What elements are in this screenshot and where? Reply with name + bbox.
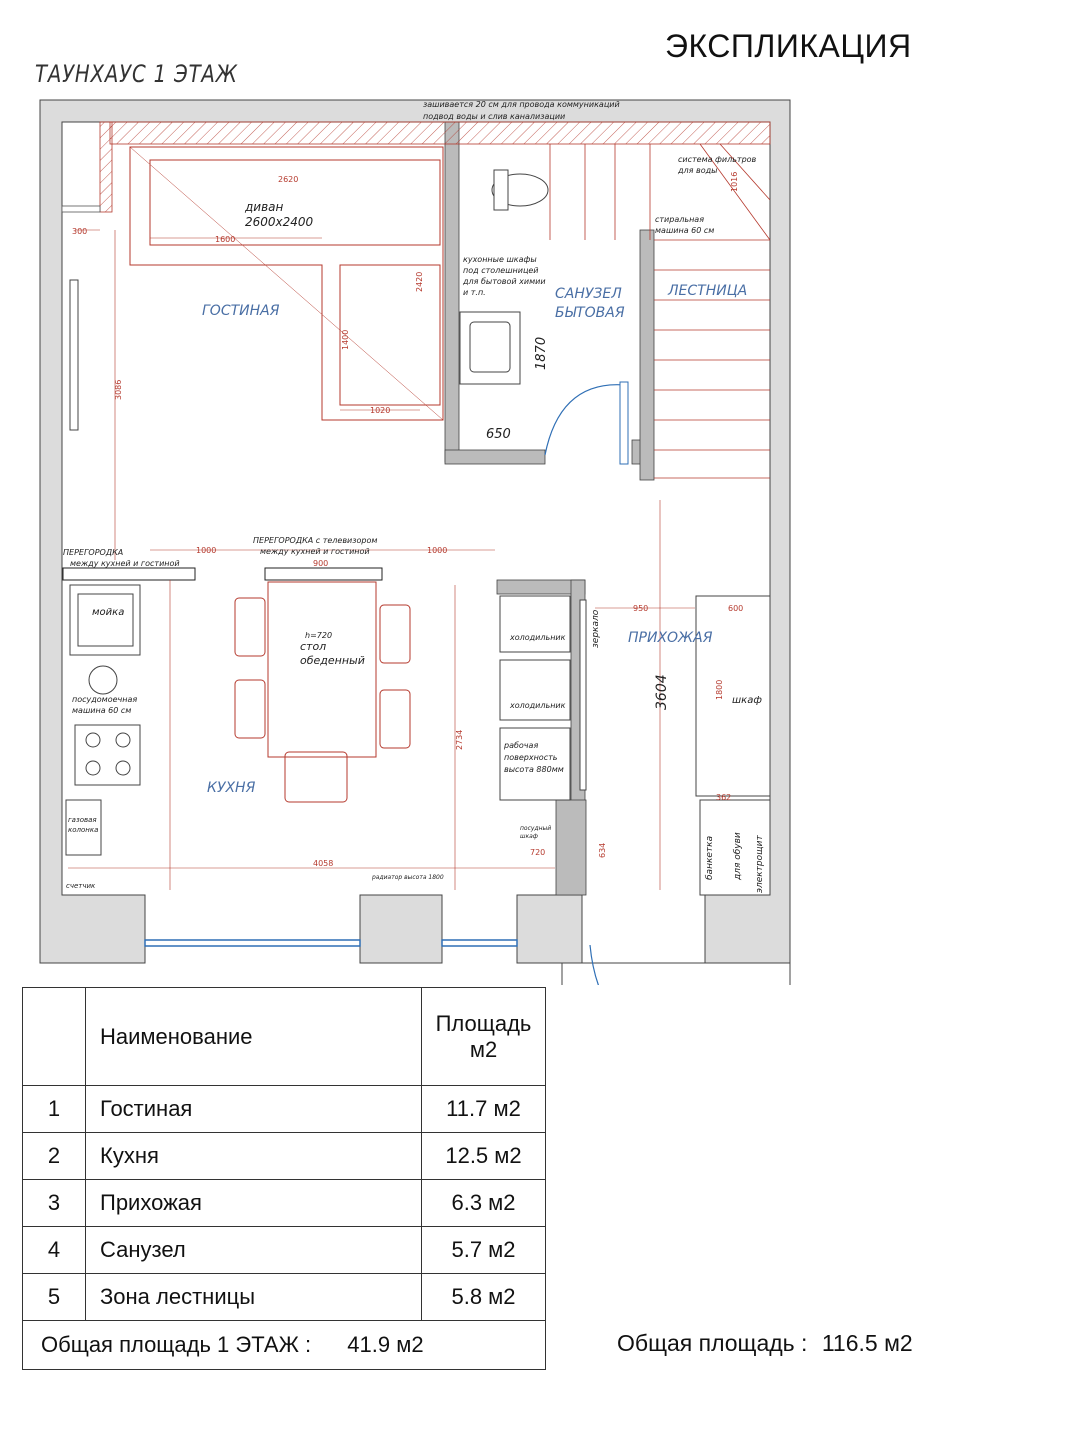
dim-1870: 1870 <box>534 336 549 370</box>
dim-900: 900 <box>313 559 329 568</box>
note-fridge-1: холодильник <box>510 633 566 642</box>
row-name: Кухня <box>86 1133 422 1180</box>
note-cabinets-2: под столешницей <box>463 266 539 275</box>
bathroom-door <box>545 385 625 455</box>
dim-2620: 2620 <box>278 175 299 184</box>
row-num: 4 <box>23 1227 86 1274</box>
note-partition2-2: между кухней и гостиной <box>260 547 370 556</box>
header-name-cell <box>86 988 422 1086</box>
row-name: Санузел <box>86 1227 422 1274</box>
dim-1016: 1016 <box>730 171 739 192</box>
room-bathroom-label-2: БЫТОВАЯ <box>555 305 625 321</box>
note-mirror: зеркало <box>591 609 601 648</box>
note-top-1: зашивается 20 см для провода коммуникаций <box>423 100 620 109</box>
note-table-h: h=720 <box>305 631 333 640</box>
row-area: 5.7 м2 <box>422 1227 546 1274</box>
bathroom-door-leaf <box>620 382 628 464</box>
note-cabinets-4: и т.п. <box>463 288 486 297</box>
header-name: Наименование <box>100 1023 253 1049</box>
dim-3086: 3086 <box>114 379 123 400</box>
row-area: 12.5 м2 <box>422 1133 546 1180</box>
dim-650: 650 <box>486 427 511 442</box>
note-filters-2: для воды <box>678 166 718 175</box>
header-area-1: Площадь <box>435 1010 532 1036</box>
table-row <box>23 1227 546 1274</box>
note-partition2-1: ПЕРЕГОРОДКА с телевизором <box>253 536 378 545</box>
sofa <box>130 147 443 420</box>
dim-362: 362 <box>716 793 732 802</box>
table-total-row <box>23 1321 546 1370</box>
overall-area-label: Общая площадь : <box>617 1330 808 1356</box>
note-cabinets-1: кухонные шкафы <box>463 255 537 264</box>
room-hallway-label: ПРИХОЖАЯ <box>628 630 713 646</box>
row-name: Прихожая <box>86 1180 422 1227</box>
room-bathroom-label-1: САНУЗЕЛ <box>555 286 622 302</box>
dim-300: 300 <box>72 227 88 236</box>
room-living-label: ГОСТИНАЯ <box>202 303 280 319</box>
note-dishwasher-1: посудомоечная <box>72 695 138 704</box>
note-work-2: поверхность <box>504 753 558 762</box>
total-cell <box>23 1321 546 1370</box>
note-partition1-1: ПЕРЕГОРОДКА <box>63 548 124 557</box>
partitions <box>63 568 382 580</box>
note-washer-1: стиральная <box>655 215 705 224</box>
dining-set <box>235 582 410 802</box>
table-row <box>23 1086 546 1133</box>
dim-1800: 1800 <box>715 679 724 700</box>
dim-1020: 1020 <box>370 406 391 415</box>
dim-720: 720 <box>530 848 546 857</box>
row-num: 1 <box>23 1086 86 1133</box>
row-area: 5.8 м2 <box>422 1274 546 1321</box>
dim-4058: 4058 <box>313 859 334 868</box>
header-num-cell <box>23 988 86 1086</box>
row-num: 2 <box>23 1133 86 1180</box>
dim-3604: 3604 <box>654 674 670 710</box>
table-row <box>23 1274 546 1321</box>
table-row <box>23 1180 546 1227</box>
note-table-1: стол <box>300 640 327 653</box>
note-dishwasher-2: машина 60 см <box>72 706 132 715</box>
header-area-cell <box>422 988 546 1086</box>
note-gas-2: колонка <box>68 826 99 834</box>
note-work-3: высота 880мм <box>504 765 564 774</box>
row-name: Зона лестницы <box>86 1274 422 1321</box>
row-num: 3 <box>23 1180 86 1227</box>
note-radiator: радиатор высота 1800 <box>372 874 444 881</box>
note-top-2: подвод воды и слив канализации <box>423 112 566 121</box>
note-sink: мойка <box>92 607 125 618</box>
total-label: Общая площадь 1 ЭТАЖ : <box>41 1332 312 1357</box>
dim-634: 634 <box>598 842 607 858</box>
note-bench: банкетка <box>705 835 715 880</box>
note-dish-cab-1: посудный <box>520 825 552 832</box>
note-sofa-2: 2600х2400 <box>245 215 314 229</box>
explication-table <box>22 987 546 1370</box>
porch <box>562 963 790 985</box>
dim-950: 950 <box>633 604 649 613</box>
dim-1000a: 1000 <box>196 546 217 555</box>
table-row <box>23 1133 546 1180</box>
dim-600: 600 <box>728 604 744 613</box>
note-wardrobe: шкаф <box>732 695 762 706</box>
note-meter: счетчик <box>66 882 96 890</box>
header-area-2: м2 <box>469 1036 498 1062</box>
note-elec: электрощит <box>755 835 765 893</box>
dim-2734: 2734 <box>455 729 464 750</box>
dim-1400: 1400 <box>341 329 350 350</box>
entrance-door <box>590 945 700 985</box>
note-cabinets-3: для бытовой химии <box>463 277 546 286</box>
dim-2420: 2420 <box>415 271 424 292</box>
row-num: 5 <box>23 1274 86 1321</box>
note-gas-1: газовая <box>68 816 97 824</box>
note-sofa-1: диван <box>245 200 284 214</box>
note-work-1: рабочая <box>504 741 539 750</box>
note-fridge-2: холодильник <box>510 701 566 710</box>
plan-title: ТАУНХАУС 1 ЭТАЖ <box>35 60 238 88</box>
note-filters-1: система фильтров <box>678 155 757 164</box>
room-stairs-label: ЛЕСТНИЦА <box>668 283 748 299</box>
row-name: Гостиная <box>86 1086 422 1133</box>
row-area: 11.7 м2 <box>422 1086 546 1133</box>
overall-area <box>617 1330 921 1357</box>
note-dish-cab-2: шкаф <box>520 833 538 840</box>
note-washer-2: машина 60 см <box>655 226 715 235</box>
overall-area-value: 116.5 м2 <box>821 1330 913 1356</box>
total-value: 41.9 м2 <box>347 1332 424 1357</box>
note-table-2: обеденный <box>300 654 365 667</box>
explication-title: ЭКСПЛИКАЦИЯ <box>665 28 912 64</box>
room-kitchen-label: КУХНЯ <box>207 780 256 796</box>
dim-1000b: 1000 <box>427 546 448 555</box>
row-area: 6.3 м2 <box>422 1180 546 1227</box>
kitchen-fixtures <box>66 585 140 855</box>
note-partition1-2: между кухней и гостиной <box>70 559 180 568</box>
dim-1600: 1600 <box>215 235 236 244</box>
table-header-row <box>23 988 546 1086</box>
note-shoes: для обуви <box>733 832 743 880</box>
